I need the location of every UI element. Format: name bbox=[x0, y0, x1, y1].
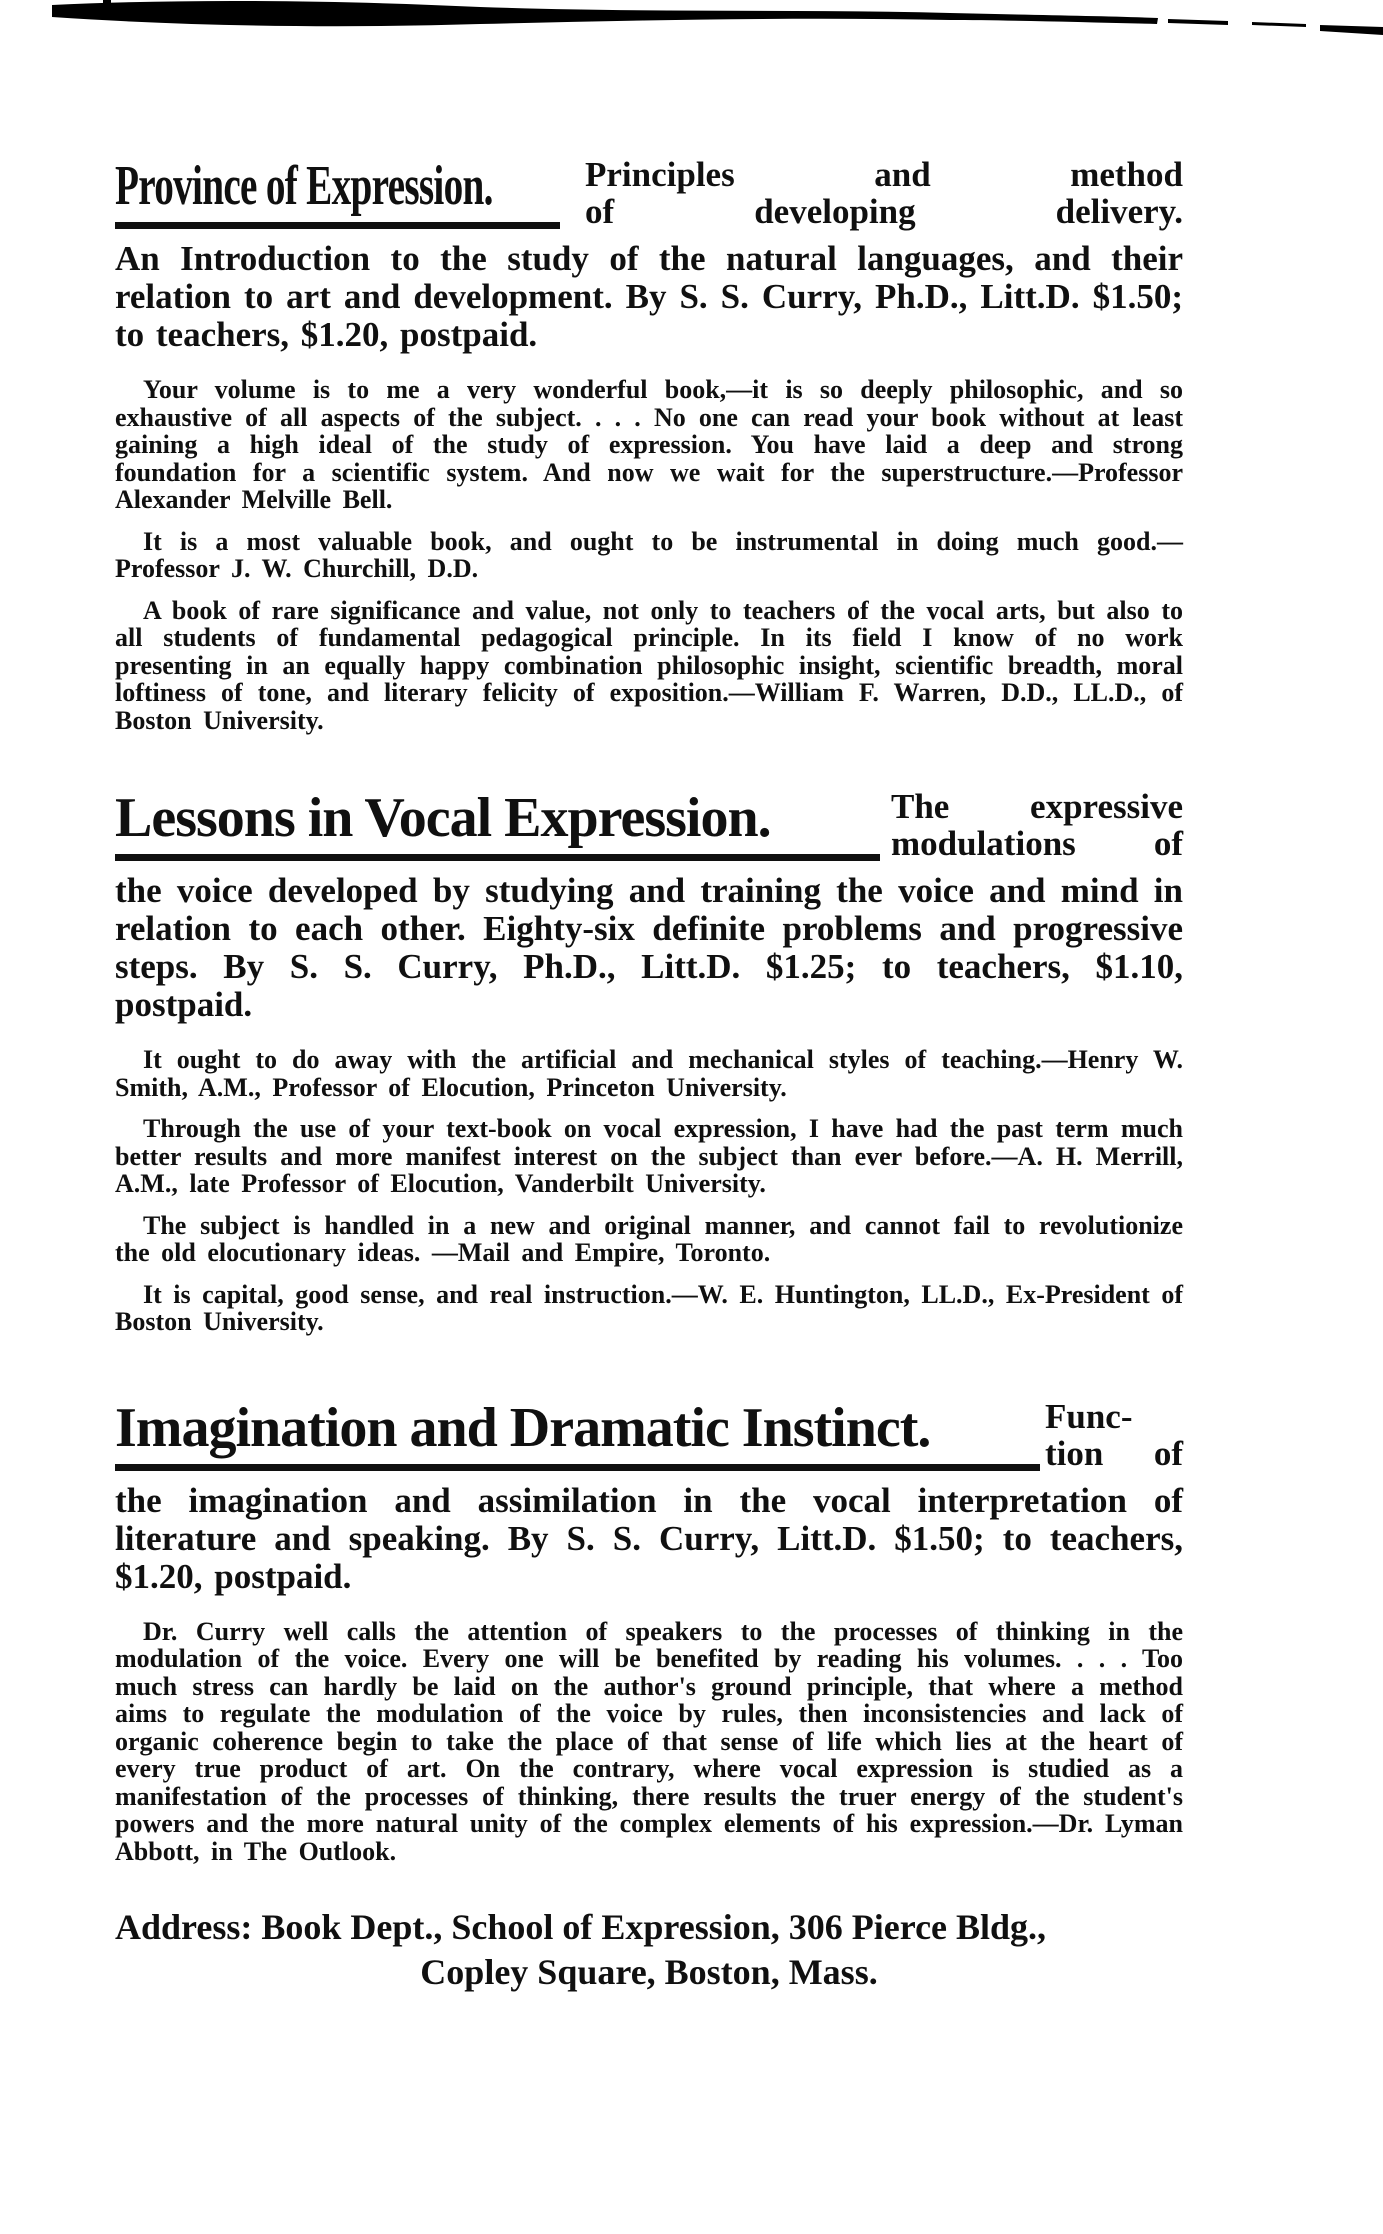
section-lede bbox=[115, 788, 1183, 862]
address-block bbox=[115, 1905, 1183, 1995]
address-line-1: Address: Book Dept., School of Expression, 306 Pierce Bldg., bbox=[115, 1907, 1047, 1947]
testimonial-quote: A book of rare significance and value, not only to teachers of the vocal arts, but also to all students of fundamental pedagogical principle. In its field I know of no work presenting in an equally happy combination philosophic insight, scientific breadth, moral loftiness of tone, and literary felicity of exposition.—William F. Warren, D.D., LL.D., of Boston University. bbox=[115, 595, 1183, 735]
section-lede bbox=[115, 1398, 1183, 1472]
testimonial-quote: It is a most valuable book, and ought to be instrumental in doing much good.—Professor J. W. Churchill, D.D. bbox=[115, 526, 1183, 583]
runin-line: tion of bbox=[1045, 1433, 1183, 1473]
testimonial-quote: Through the use of your text-book on vocal expression, I have had the past term much better results and more manifest interest on the subject than ever before.—A. H. Merrill, A.M., late Professor of Elocution, Vanderbilt University. bbox=[115, 1114, 1183, 1198]
section-title: Province of Expression. bbox=[115, 155, 493, 217]
section-title: Lessons in Vocal Expression. bbox=[115, 787, 771, 849]
section-heading-block bbox=[115, 788, 880, 861]
section-lede bbox=[115, 156, 1183, 230]
section-lessons-in-vocal-expression bbox=[115, 788, 1183, 1336]
section-runin bbox=[1045, 1398, 1183, 1472]
testimonial-quote: It is capital, good sense, and real instruction.—W. E. Huntington, LL.D., Ex-President of Boston University. bbox=[115, 1279, 1183, 1336]
section-description: the imagination and assimilation in the vocal interpretation of literature and speaking. By S. S. Curry, Litt.D. $1.50; to teachers, $1.20, postpaid. bbox=[115, 1480, 1183, 1596]
section-heading-block bbox=[115, 1398, 1040, 1471]
runin-line: Func- bbox=[1045, 1396, 1133, 1436]
section-runin bbox=[585, 156, 1183, 230]
testimonial-quote: It ought to do away with the artificial and mechanical styles of teaching.—Henry W. Smith, A.M., Professor of Elocution, Princeton University. bbox=[115, 1045, 1183, 1102]
text-column bbox=[115, 156, 1183, 1995]
top-scan-artifact-line bbox=[0, 0, 1383, 42]
runin-line: of developing delivery. bbox=[585, 192, 1183, 231]
testimonial-quote: The subject is handled in a new and original manner, and cannot fail to revolutionize the old elocutionary ideas. —Mail and Empire, Toronto. bbox=[115, 1210, 1183, 1267]
testimonial-quote: Your volume is to me a very wonderful book,—it is so deeply philosophic, and so exhaustive of all aspects of the subject. . . . No one can read your book without at least gaining a high ideal of the study of expression. You have laid a deep and strong foundation for a scientific system. And now we wait for the superstructure.—Professor Alexander Melville Bell. bbox=[115, 375, 1183, 514]
section-description: the voice developed by studying and training the voice and mind in relation to each other. Eighty-six definite problems and progressive steps. By S. S. Curry, Ph.D., Litt.D. $1.25; to teachers, $1.10, postpaid. bbox=[115, 871, 1183, 1024]
runin-line: modulations of bbox=[891, 824, 1183, 863]
runin-line: Principles and method bbox=[585, 155, 1183, 194]
section-imagination-and-dramatic-instinct bbox=[115, 1398, 1183, 1866]
section-title: Imagination and Dramatic Instinct. bbox=[115, 1396, 931, 1459]
section-province-of-expression bbox=[115, 156, 1183, 734]
testimonial-quote: Dr. Curry well calls the attention of speakers to the processes of thinking in the modulation of the voice. Every one will be benefited by reading his volumes. . . . Too much stress can hardly be laid on the author's ground principle, that where a method aims to regulate the modulation of the voice by rules, then inconsistencies and lack of organic coherence begin to take the place of that sense of life which lies at the heart of every true product of art. On the contrary, where vocal expression is studied as a manifestation of the processes of thinking, there results the truer energy of the student's powers and the more natural unity of the complex elements of his expression.—Dr. Lyman Abbott, in The Outlook. bbox=[115, 1616, 1183, 1866]
section-heading-block bbox=[115, 156, 560, 229]
runin-line: The expressive bbox=[891, 787, 1183, 826]
section-description: An Introduction to the study of the natural languages, and their relation to art and development. By S. S. Curry, Ph.D., Litt.D. $1.50; to teachers, $1.20, postpaid. bbox=[115, 239, 1183, 354]
section-runin bbox=[891, 788, 1183, 862]
address-line-2: Copley Square, Boston, Mass. bbox=[420, 1952, 878, 1992]
